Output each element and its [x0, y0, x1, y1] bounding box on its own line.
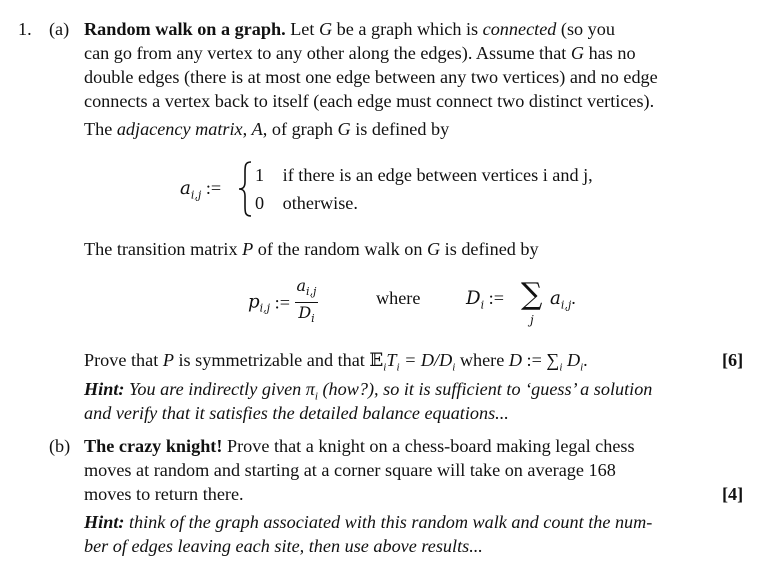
connected-term: connected: [482, 19, 557, 39]
sum-index: j: [530, 313, 534, 327]
part-b-line-2: moves at random and starting at a corner square will take on average 168: [84, 460, 616, 480]
where-word: where: [376, 288, 421, 308]
prove-line: Prove that P is symmetrizable and that $𝔼_iT_i = D/D_i$ where D := $\sum_i$ $D_i$.: [84, 350, 588, 374]
part-b-label: (b): [49, 436, 71, 456]
fraction: $\frac{a_{i,j}}{D_i}$: [296, 276, 317, 326]
hint-b-line-1: Hint: think of the graph associated with this random walk and count the num-: [84, 512, 653, 532]
part-a-line-5: The adjacency matrix, A, of graph G is defined by: [84, 119, 450, 139]
part-a-line-3: double edges (there is at most one edge between any two vertices) and no edge: [84, 67, 658, 87]
part-a-title: Random walk on a graph.: [84, 19, 286, 39]
part-a-label: (a): [49, 19, 70, 39]
case-0: 0 otherwise.: [255, 193, 358, 213]
adjacency-term: adjacency matrix: [116, 119, 243, 139]
cases-brace: [238, 160, 254, 218]
part-b-line-1: The crazy knight! Prove that a knight on a chess-board making legal chess: [84, 436, 635, 456]
adjacency-definition-lhs: $a_{i,j}$ :=: [180, 178, 222, 202]
part-a-line-4: connects a vertex back to itself (each edge must connect two distinct vertices).: [84, 91, 655, 111]
problem-number: 1.: [18, 19, 32, 39]
case-1: 1 if there is an edge between vertices i and j,: [255, 165, 593, 185]
part-a-marks: [6]: [722, 350, 744, 370]
sum-symbol: ∑: [521, 277, 543, 312]
hint-a-label: Hint:: [84, 379, 125, 399]
hint-a-line-2: and verify that it satisfies the detailed balance equations...: [84, 403, 509, 423]
transition-formula: $p_{i,j}$ := $\frac{a_{i,j}}{D_i}$: [248, 276, 318, 329]
hint-a-line-1: Hint: You are indirectly given $\pi_i$ (how?), so it is sufficient to ‘guess’ a solution: [84, 379, 653, 403]
degree-rhs: $a_{i,j}$.: [550, 288, 576, 312]
hint-b-label: Hint:: [84, 512, 125, 532]
degree-formula: $D_i$ :=: [466, 288, 504, 312]
part-b-line-3: moves to return there.: [84, 484, 244, 504]
part-b-marks: [4]: [722, 484, 744, 504]
part-b-title: The crazy knight!: [84, 436, 223, 456]
part-a-line-2: can go from any vertex to any other along the edges). Assume that G has no: [84, 43, 636, 63]
transition-line: The transition matrix P of the random walk on G is defined by: [84, 239, 539, 259]
part-a-line-1: Random walk on a graph. Let G be a graph which is connected (so you: [84, 19, 615, 39]
hint-b-line-2: ber of edges leaving each site, then use above results...: [84, 536, 483, 556]
